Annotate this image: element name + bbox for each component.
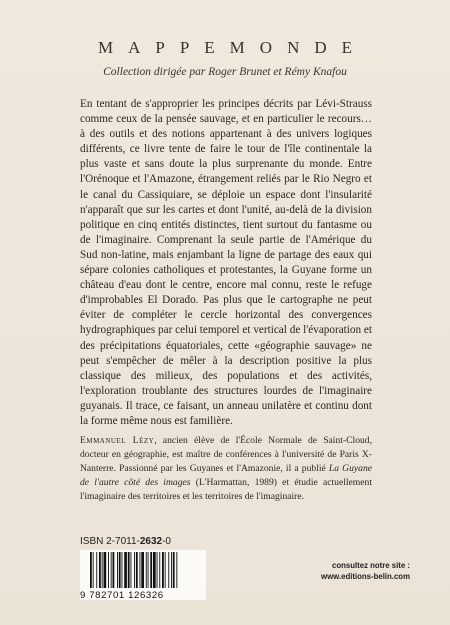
series-editors: Collection dirigée par Roger Brunet et Rémy Knafou	[103, 66, 347, 78]
series-title: MAPPEMONDE	[97, 38, 368, 57]
website-info	[286, 560, 410, 582]
barcode-bar	[165, 552, 166, 588]
barcode-bar	[96, 552, 97, 588]
barcode-bar	[148, 552, 149, 588]
barcode-bar	[122, 552, 123, 588]
barcode-bar	[124, 552, 127, 588]
barcode-bar	[159, 552, 160, 588]
barcode-bar	[104, 552, 107, 588]
barcode-bar	[131, 552, 132, 588]
author-name: Emmanuel Lézy	[80, 435, 155, 446]
barcode-bar	[146, 552, 147, 588]
barcode-bar	[134, 552, 135, 588]
barcode-bar	[162, 552, 164, 588]
blurb-text: En tentant de s'approprier les principes décrits par Lévi-Strauss comme ceux de la pensée sauvage, et en particulier le recours… à des outils et des notions appartenant à des univers logiques différents, ce livre tente de faire le tour de l'île continentale la plus vaste et sans doute la plus surprenante du monde. Entre l'Orénoque et l'Amazone, étrangement reliés par le Rio Negro et le canal du Cassiquiare, se déploie un espace dont l'insularité n'apparaît que sur les cartes et dont l'unité, au-delà de la division politique en cinq entités distinctes, tient surtout du fantasme ou de l'imaginaire. Comprenant la seule partie de l'Amérique du Sud non-latine, mais enjambant la ligne de partage des eaux qui sépare colonies catholiques et protestantes, la Guyane forme un château d'eau dont le centre, encore mal connu, reste le refuge d'improbables El Dorado. Pas plus que le cartographe ne peut éviter de compléter le cercle horizontal des convergences hydrographiques par celui temporel et vertical de l'évaporation et des précipitations équatoriales, cette «géographie sauvage» ne peut s'empêcher de mêler à la description positive la plus classique des milieux, des populations et des activités, l'exploration troublante des structures lourdes de l'imaginaire guyanais. Il trace, ce faisant, un anneau unilatère et continu dont la forme même nous est familière.	[80, 98, 372, 427]
barcode-bar	[113, 552, 115, 588]
website-url: www.editions-belin.com	[321, 572, 410, 581]
barcode-bar	[173, 552, 175, 588]
author-book-title: La Guyane de l'autre côté des images	[80, 463, 372, 488]
author-bio-part-2: (L'Harmattan, 1989) et étudie actuellement l'imaginaire des territoires et les territoires de l'imaginaire.	[80, 477, 372, 502]
barcode-bar	[171, 552, 172, 588]
barcode-bar	[93, 552, 94, 588]
barcode-bar	[176, 552, 177, 588]
barcode-bar	[108, 552, 109, 588]
barcode-bar	[168, 552, 169, 588]
author-bio-part-1: , ancien élève de l'École Normale de Saint-Cloud, docteur en géographie, est maître de conférences à l'université de Paris X-Nanterre. Passionné par les Guyanes et l'Amazonie, il a publié	[80, 435, 372, 474]
barcode-bar	[150, 552, 152, 588]
barcode-bar	[102, 552, 103, 588]
barcode-bar	[157, 552, 158, 588]
barcode-bars	[90, 552, 202, 590]
barcode-bar	[111, 552, 112, 588]
barcode-bar	[119, 552, 121, 588]
barcode-digits: 9 782701 126326	[80, 590, 164, 601]
barcode-bar	[90, 552, 92, 588]
barcode-bar	[128, 552, 130, 588]
barcode-bar	[99, 552, 101, 588]
barcode-bar	[153, 552, 156, 588]
website-label: consultez notre site :	[332, 561, 410, 570]
barcode-bar	[140, 552, 141, 588]
isbn-suffix: -0	[162, 536, 171, 547]
barcode-bar	[141, 552, 144, 588]
isbn-prefix: ISBN 2-7011-	[80, 536, 140, 547]
barcode-bar	[117, 552, 118, 588]
barcode-bar	[136, 552, 138, 588]
author-bio	[80, 434, 372, 504]
isbn-bold: 2632	[139, 536, 163, 547]
isbn	[80, 536, 171, 547]
